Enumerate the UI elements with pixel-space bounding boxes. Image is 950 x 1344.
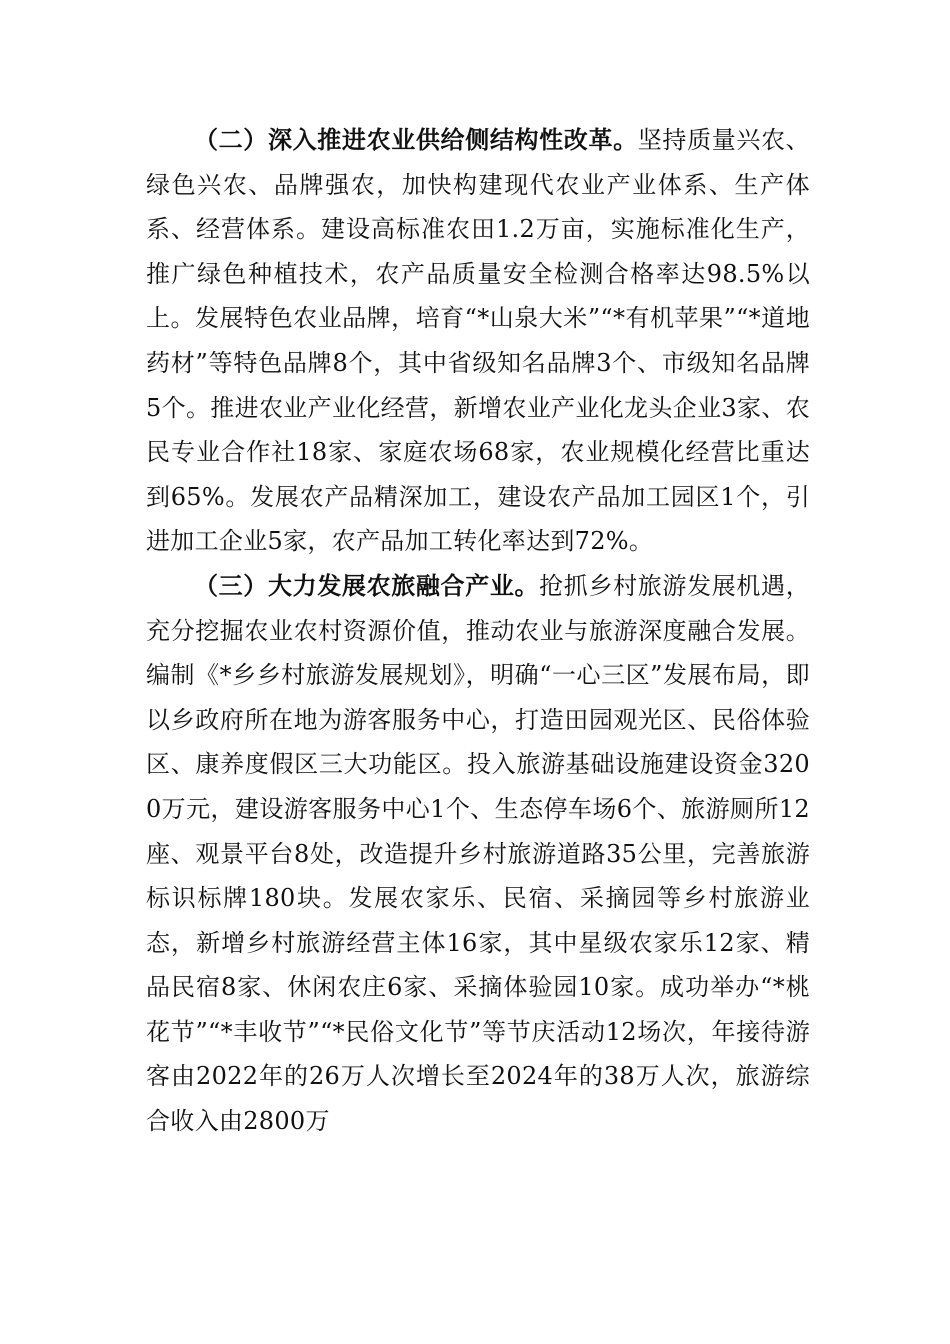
document-body	[146, 118, 810, 1144]
paragraph-heading: （三）大力发展农旅融合产业。	[194, 570, 540, 600]
paragraph-agricultural-reform	[146, 118, 810, 564]
paragraph-text: 坚持质量兴农、绿色兴农、品牌强农，加快构建现代农业产业体系、生产体系、经营体系。建设高标准农田1.2万亩，实施标准化生产，推广绿色种植技术，农产品质量安全检测合格率达98.5%以上。发展特色农业品牌，培育“*山泉大米”“*有机苹果”“*道地药材”等特色品牌8个，其中省级知名品牌3个、市级知名品牌5个。推进农业产业化经营，新增农业产业化龙头企业3家、农民专业合作社18家、家庭农场68家，农业规模化经营比重达到65%。发展农产品精深加工，建设农产品加工园区1个，引进加工企业5家，农产品加工转化率达到72%。	[146, 126, 810, 556]
paragraph-heading: （二）深入推进农业供给侧结构性改革。	[194, 125, 638, 154]
paragraph-agritourism	[146, 564, 810, 1144]
paragraph-text: 抢抓乡村旅游发展机遇，充分挖掘农业农村资源价值，推动农业与旅游深度融合发展。编制《*乡乡村旅游发展规划》，明确“一心三区”发展布局，即以乡政府所在地为游客服务中心，打造田园观光区、民俗体验区、康养度假区三大功能区。投入旅游基础设施建设资金3200万元，建设游客服务中心1个、生态停车场6个、旅游厕所12座、观景平台8处，改造提升乡村旅游道路35公里，完善旅游标识标牌180块。发展农家乐、民宿、采摘园等乡村旅游业态，新增乡村旅游经营主体16家，其中星级农家乐12家、精品民宿8家、休闲农庄6家、采摘体验园10家。成功举办“*桃花节”“*丰收节”“*民俗文化节”等节庆活动12场次，年接待游客由2022年的26万人次增长至2024年的38万人次，旅游综合收入由2800万	[146, 571, 810, 1136]
